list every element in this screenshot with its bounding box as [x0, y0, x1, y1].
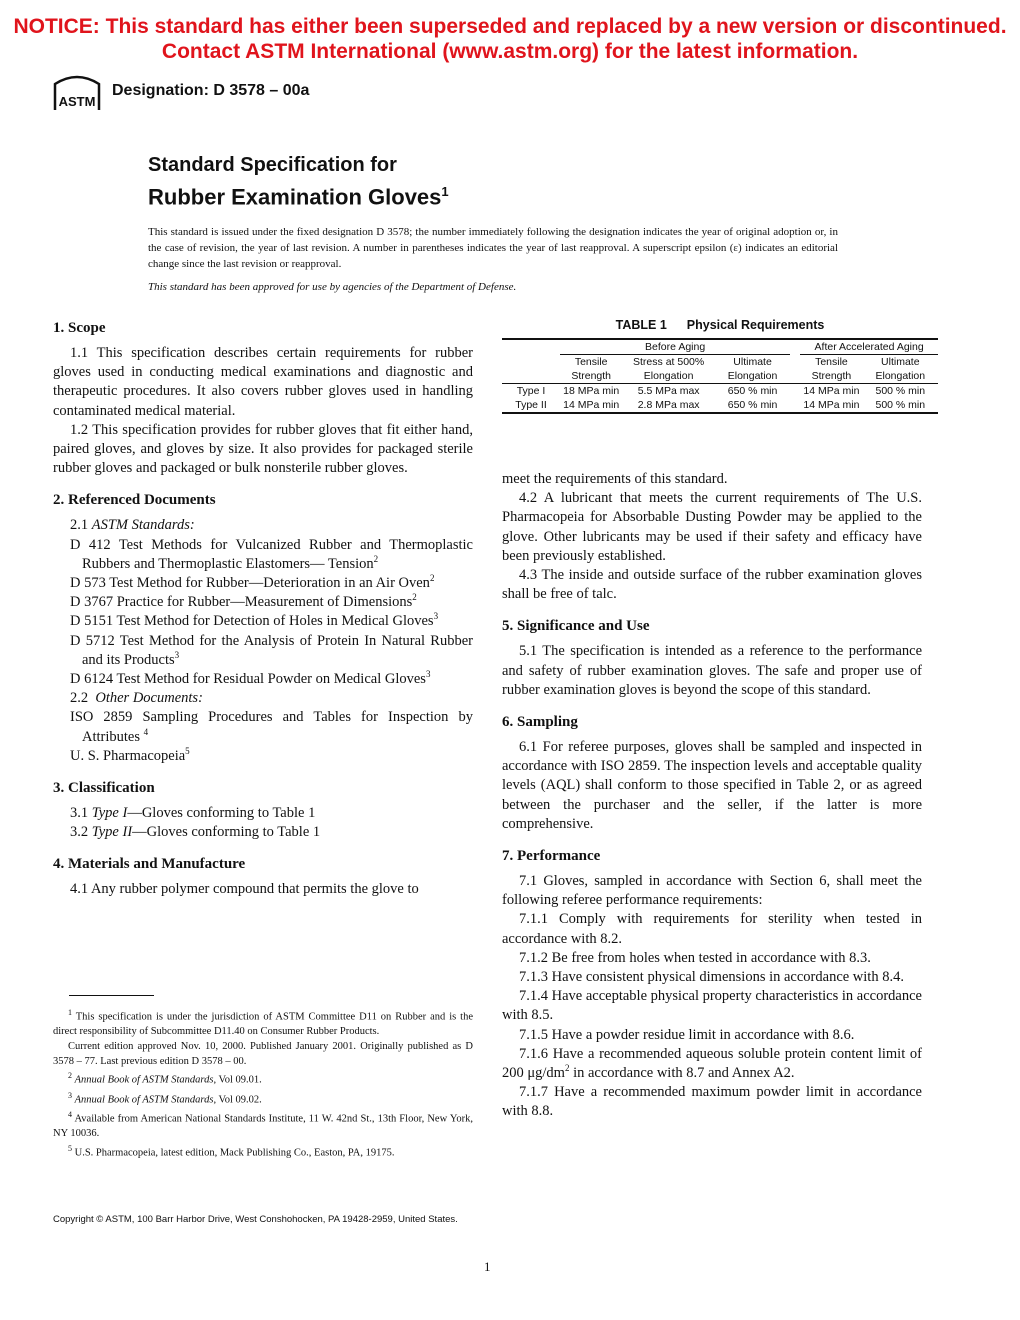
- column-header: Stress at 500% Elongation: [622, 355, 715, 384]
- footnote-current-edition: Current edition approved Nov. 10, 2000. Published January 2001. Originally published as D 3578 – 77. Last previous edition D 3578 – 00.: [53, 1040, 473, 1067]
- table-cell: 500 % min: [875, 385, 926, 397]
- section-performance-heading: 7. Performance: [502, 848, 601, 865]
- performance-item: 7.1.7 Have a recommended maximum powder limit in accordance with 8.8.: [502, 1084, 922, 1120]
- astm-logo-icon: [52, 74, 102, 118]
- supersede-notice: [0, 14, 1020, 64]
- table-cell: 5.5 MPa max: [637, 385, 700, 397]
- other-documents-label: 2.2 Other Documents:: [70, 690, 203, 707]
- materials-p3: 4.3 The inside and outside surface of the rubber examination gloves shall be free of talc.: [502, 567, 922, 603]
- column-header: Tensile Strength: [800, 355, 862, 384]
- reference-item: U. S. Pharmacopeia$^5$: [70, 746, 190, 764]
- column-header: Ultimate Elongation: [863, 355, 938, 384]
- footnote-divider: [69, 995, 154, 996]
- designation: Designation: D 3578 – 00a: [112, 82, 310, 99]
- table-row: [502, 398, 938, 413]
- group-after-aging: After Accelerated Aging: [800, 339, 938, 355]
- column-header: Ultimate Elongation: [715, 355, 790, 384]
- footnote-1: $^1$ This specification is under the jurisdiction of ASTM Committee D11 on Rubber and is the direct responsibility of Subcommittee D11.40 on Consumer Rubber Products.: [53, 1008, 473, 1038]
- reference-item: D 5151 Test Method for Detection of Holes in Medical Gloves$^3$: [70, 611, 439, 630]
- performance-p1: 7.1 Gloves, sampled in accordance with Section 6, shall meet the following referee performance requirements:: [502, 873, 922, 909]
- logo-text: ASTM: [58, 94, 96, 109]
- notice-line-2: Contact ASTM International (www.astm.org) for the latest information.: [161, 40, 859, 63]
- performance-item: 7.1.6 Have a recommended aqueous soluble protein content limit of 200 $\mu g/dm^2$ in accordance with 8.7 and Annex A2.: [502, 1045, 922, 1082]
- reference-item: D 573 Test Method for Rubber—Deterioration in an Air Oven$^2$: [70, 573, 435, 592]
- materials-p1: 4.1 Any rubber polymer compound that permits the glove to: [70, 881, 419, 898]
- footnotes: [53, 1006, 473, 1161]
- footnote-5: $^5$ U.S. Pharmacopeia, latest edition, Mack Publishing Co., Easton, PA, 19175.: [68, 1143, 395, 1159]
- designation-row: [52, 74, 309, 118]
- title-text: Rubber Examination Gloves: [148, 184, 442, 210]
- performance-item: 7.1.2 Be free from holes when tested in accordance with 8.3.: [519, 949, 871, 966]
- table-cell: 18 MPa min: [563, 385, 620, 397]
- astm-standards-label: 2.1 ASTM Standards:: [70, 517, 195, 534]
- table-cell: 14 MPa min: [560, 398, 622, 413]
- section-classification-heading: 3. Classification: [53, 780, 155, 797]
- classification-item: 3.1 Type I—Gloves conforming to Table 1: [70, 805, 316, 822]
- section-referenced-heading: 2. Referenced Documents: [53, 492, 216, 509]
- materials-p2: 4.2 A lubricant that meets the current requirements of The U.S. Pharmacopeia for Absorbable Dusting Powder may be applied to the glove. Other lubricants may be used if their safety and efficacy have been previously established.: [502, 490, 922, 564]
- title-line-1: Standard Specification for: [148, 154, 397, 176]
- performance-item: 7.1.3 Have consistent physical dimensions in accordance with 8.4.: [519, 969, 904, 986]
- document-title: [148, 152, 449, 211]
- section-scope-heading: 1. Scope: [53, 320, 106, 336]
- classification-item: 3.2 Type II—Gloves conforming to Table 1: [70, 824, 321, 841]
- table-cell: 14 MPa min: [803, 385, 860, 397]
- performance-item: 7.1.4 Have acceptable physical property characteristics in accordance with 8.5.: [502, 988, 922, 1024]
- significance-p1: 5.1 The specification is intended as a reference to the performance and safety of rubber examination gloves. The safe and proper use of rubber examination gloves is beyond the scope of this standard.: [502, 643, 922, 698]
- footnote-4: $^4$ Available from American National Standards Institute, 11 W. 42nd St., 13th Floor, New York, NY 10036.: [53, 1109, 473, 1139]
- reference-item: D 3767 Practice for Rubber—Measurement of Dimensions$^2$: [70, 592, 417, 611]
- sampling-p1: 6.1 For referee purposes, gloves shall be sampled and inspected in accordance with ISO 2859. The inspection levels and acceptable quality levels (AQL) shall conform to those specified in Table 2, or as agreed between the purchaser and the seller, if the latter is more comprehensive.: [502, 739, 922, 832]
- footnote-3: $^3$ Annual Book of ASTM Standards, Vol 09.02.: [68, 1090, 262, 1106]
- section-significance-heading: 5. Significance and Use: [502, 618, 650, 635]
- right-column: [502, 470, 922, 1122]
- table-cell: Type I: [516, 385, 546, 397]
- reference-item: D 5712 Test Method for the Analysis of Protein In Natural Rubber and its Products$^3$: [70, 632, 473, 668]
- scope-p2: 1.2 This specification provides for rubber gloves that fit either hand, paired gloves, and gloves by size. It also provides for packaged sterile rubber gloves and packaged or bulk nonsterile rubber gloves.: [53, 421, 473, 477]
- issued-note: This standard is issued under the fixed designation D 3578; the number immediately following the designation indicates the year of original adoption or, in the case of revision, the year of last revision. A number in parentheses indicates the year of last reapproval. A superscript epsilon (ε) indicates an editorial change since the last revision or reapproval.: [148, 226, 838, 270]
- left-column: [53, 318, 473, 900]
- physical-requirements-table: [502, 338, 938, 414]
- title-line-2: [148, 178, 449, 211]
- table-1: [502, 318, 938, 414]
- reference-item: D 412 Test Methods for Vulcanized Rubber and Thermoplastic Rubbers and Thermoplastic Elastomers— Tension$^2$: [70, 536, 473, 572]
- scope-p1: 1.1 This specification describes certain requirements for rubber gloves used in conducting medical examinations and diagnostic and therapeutic procedures. It also covers rubber gloves used in handling contaminated medical material.: [53, 345, 473, 419]
- table-cell: 650 % min: [715, 398, 790, 413]
- column-header: Tensile Strength: [560, 355, 622, 384]
- reference-item: ISO 2859 Sampling Procedures and Tables for Inspection by Attributes $^4$: [70, 709, 473, 745]
- notice-line-1: NOTICE: This standard has either been superseded and replaced by a new version or discontinued.: [13, 15, 1007, 38]
- table-cell: 500 % min: [863, 398, 938, 413]
- group-before-aging: Before Aging: [560, 339, 790, 355]
- title-footnote-mark: 1: [441, 184, 449, 199]
- page-number: 1: [484, 1259, 491, 1274]
- table-cell: Type II: [502, 398, 560, 413]
- performance-item: 7.1.1 Comply with requirements for sterility when tested in accordance with 8.2.: [502, 911, 922, 947]
- table-cell: 650 % min: [727, 385, 778, 397]
- footnote-2: $^2$ Annual Book of ASTM Standards, Vol 09.01.: [68, 1071, 262, 1086]
- copyright: Copyright © ASTM, 100 Barr Harbor Drive, West Conshohocken, PA 19428-2959, United States.: [53, 1214, 458, 1225]
- table-row: [502, 384, 938, 399]
- reference-item: D 6124 Test Method for Residual Powder on Medical Gloves$^3$: [70, 669, 431, 688]
- table-caption: TABLE 1 Physical Requirements: [615, 318, 825, 332]
- section-materials-heading: 4. Materials and Manufacture: [53, 856, 246, 873]
- materials-p1-continued: meet the requirements of this standard.: [502, 471, 728, 487]
- table-cell: 2.8 MPa max: [622, 398, 715, 413]
- approved-note: This standard has been approved for use by agencies of the Department of Defense.: [148, 281, 517, 293]
- performance-item: 7.1.5 Have a powder residue limit in accordance with 8.6.: [519, 1026, 855, 1043]
- section-sampling-heading: 6. Sampling: [502, 714, 578, 731]
- table-cell: 14 MPa min: [800, 398, 862, 413]
